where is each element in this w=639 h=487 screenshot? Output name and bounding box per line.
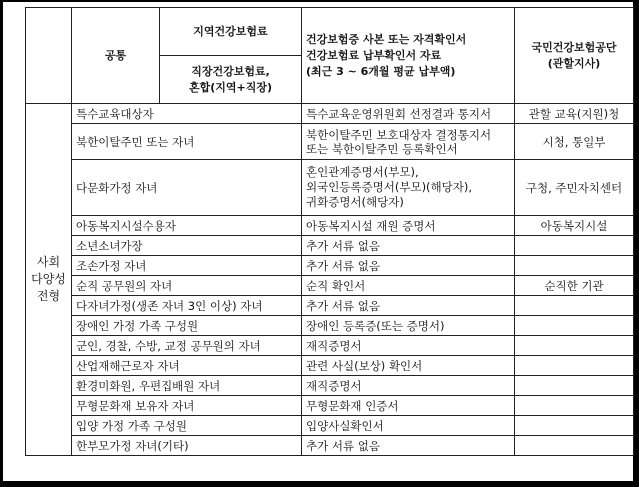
issuer-cell xyxy=(515,416,634,436)
document-cell: 아동복지시설 재원 증명서 xyxy=(302,216,515,236)
issuer-cell xyxy=(515,296,634,316)
document-cell: 추가 서류 없음 xyxy=(302,256,515,276)
category-cell: 다문화가정 자녀 xyxy=(72,160,302,216)
document-cell: 추가 서류 없음 xyxy=(302,296,515,316)
issuer-cell: 순직한 기관 xyxy=(515,276,634,296)
category-cell: 북한이탈주민 또는 자녀 xyxy=(72,124,302,160)
document-line: 북한이탈주민 보호대상자 결정통지서 xyxy=(306,127,492,142)
issuer-cell xyxy=(515,236,634,256)
category-cell: 산업재해근로자 자녀 xyxy=(72,356,302,376)
document-cell: 재직증명서 xyxy=(302,376,515,396)
category-cell: 다자녀가정(생존 자녀 3인 이상) 자녀 xyxy=(72,296,302,316)
category-cell: 환경미화원, 우편집배원 자녀 xyxy=(72,376,302,396)
category-cell: 아동복지시설수용자 xyxy=(72,216,302,236)
header-documents-line2: 건강보험료 납부확인서 자료 xyxy=(306,48,442,62)
document-cell: 관련 사실(보상) 확인서 xyxy=(302,356,515,376)
header-issuer-line1: 국민건강보험공단 xyxy=(531,40,617,54)
document-requirements-table xyxy=(25,7,634,456)
issuer-cell: 구청, 주민자치센터 xyxy=(515,160,634,216)
document-line: 혼인관계증명서(부모), xyxy=(306,165,419,179)
category-cell: 장애인 가정 가족 구성원 xyxy=(72,316,302,336)
issuer-cell xyxy=(515,336,634,356)
header-workplace-line2: 혼합(지역+직장) xyxy=(188,80,273,94)
document-line: 귀화증명서(해당자) xyxy=(306,195,404,209)
category-cell: 특수교육대상자 xyxy=(72,104,302,124)
document-cell: 추가 서류 없음 xyxy=(302,436,515,456)
issuer-cell xyxy=(515,436,634,456)
header-documents-line1: 건강보험증 사본 또는 자격확인서 xyxy=(306,32,467,46)
issuer-cell: 시청, 통일부 xyxy=(515,124,634,160)
document-line: 외국인등록증명서(부모)(해당자), xyxy=(306,180,473,194)
header-documents-line3: (최근 3 ~ 6개월 평균 납부액) xyxy=(306,64,456,78)
document-cell xyxy=(302,160,515,216)
group-label-line3: 전형 xyxy=(36,289,61,303)
group-label-cell xyxy=(26,104,72,456)
header-documents xyxy=(302,8,515,104)
document-page xyxy=(3,2,633,481)
header-workplace-line1: 직장건강보험료, xyxy=(191,64,270,78)
issuer-cell xyxy=(515,376,634,396)
header-workplace-insurance xyxy=(160,56,302,104)
issuer-cell xyxy=(515,396,634,416)
document-cell: 특수교육운영위원회 선정결과 통지서 xyxy=(302,104,515,124)
category-cell: 군인, 경찰, 수방, 교정 공무원의 자녀 xyxy=(72,336,302,356)
category-cell: 조손가정 자녀 xyxy=(72,256,302,276)
header-category-blank xyxy=(26,8,72,104)
category-cell: 소년소녀가장 xyxy=(72,236,302,256)
issuer-cell: 관할 교육(지원)청 xyxy=(515,104,634,124)
issuer-cell xyxy=(515,256,634,276)
category-cell: 무형문화재 보유자 자녀 xyxy=(72,396,302,416)
document-cell xyxy=(302,124,515,160)
document-line: 또는 북한이탈주민 등록확인서 xyxy=(306,141,458,156)
category-cell: 순직 공무원의 자녀 xyxy=(72,276,302,296)
issuer-cell: 아동복지시설 xyxy=(515,216,634,236)
header-regional-insurance: 지역건강보험료 xyxy=(160,8,302,56)
header-common: 공통 xyxy=(72,8,160,104)
category-cell: 입양 가정 가족 구성원 xyxy=(72,416,302,436)
issuer-cell xyxy=(515,356,634,376)
issuer-cell xyxy=(515,316,634,336)
group-label-line2: 다양성 xyxy=(31,272,66,286)
document-cell: 순직 확인서 xyxy=(302,276,515,296)
category-cell: 한부모가정 자녀(기타) xyxy=(72,436,302,456)
header-issuer xyxy=(515,8,634,104)
document-cell: 장애인 등록증(또는 증명서) xyxy=(302,316,515,336)
document-cell: 입양사실확인서 xyxy=(302,416,515,436)
document-cell: 재직증명서 xyxy=(302,336,515,356)
group-label-line1: 사회 xyxy=(36,255,61,269)
header-issuer-line2: (관할지사) xyxy=(547,56,601,70)
document-cell: 무형문화재 인증서 xyxy=(302,396,515,416)
document-cell: 추가 서류 없음 xyxy=(302,236,515,256)
